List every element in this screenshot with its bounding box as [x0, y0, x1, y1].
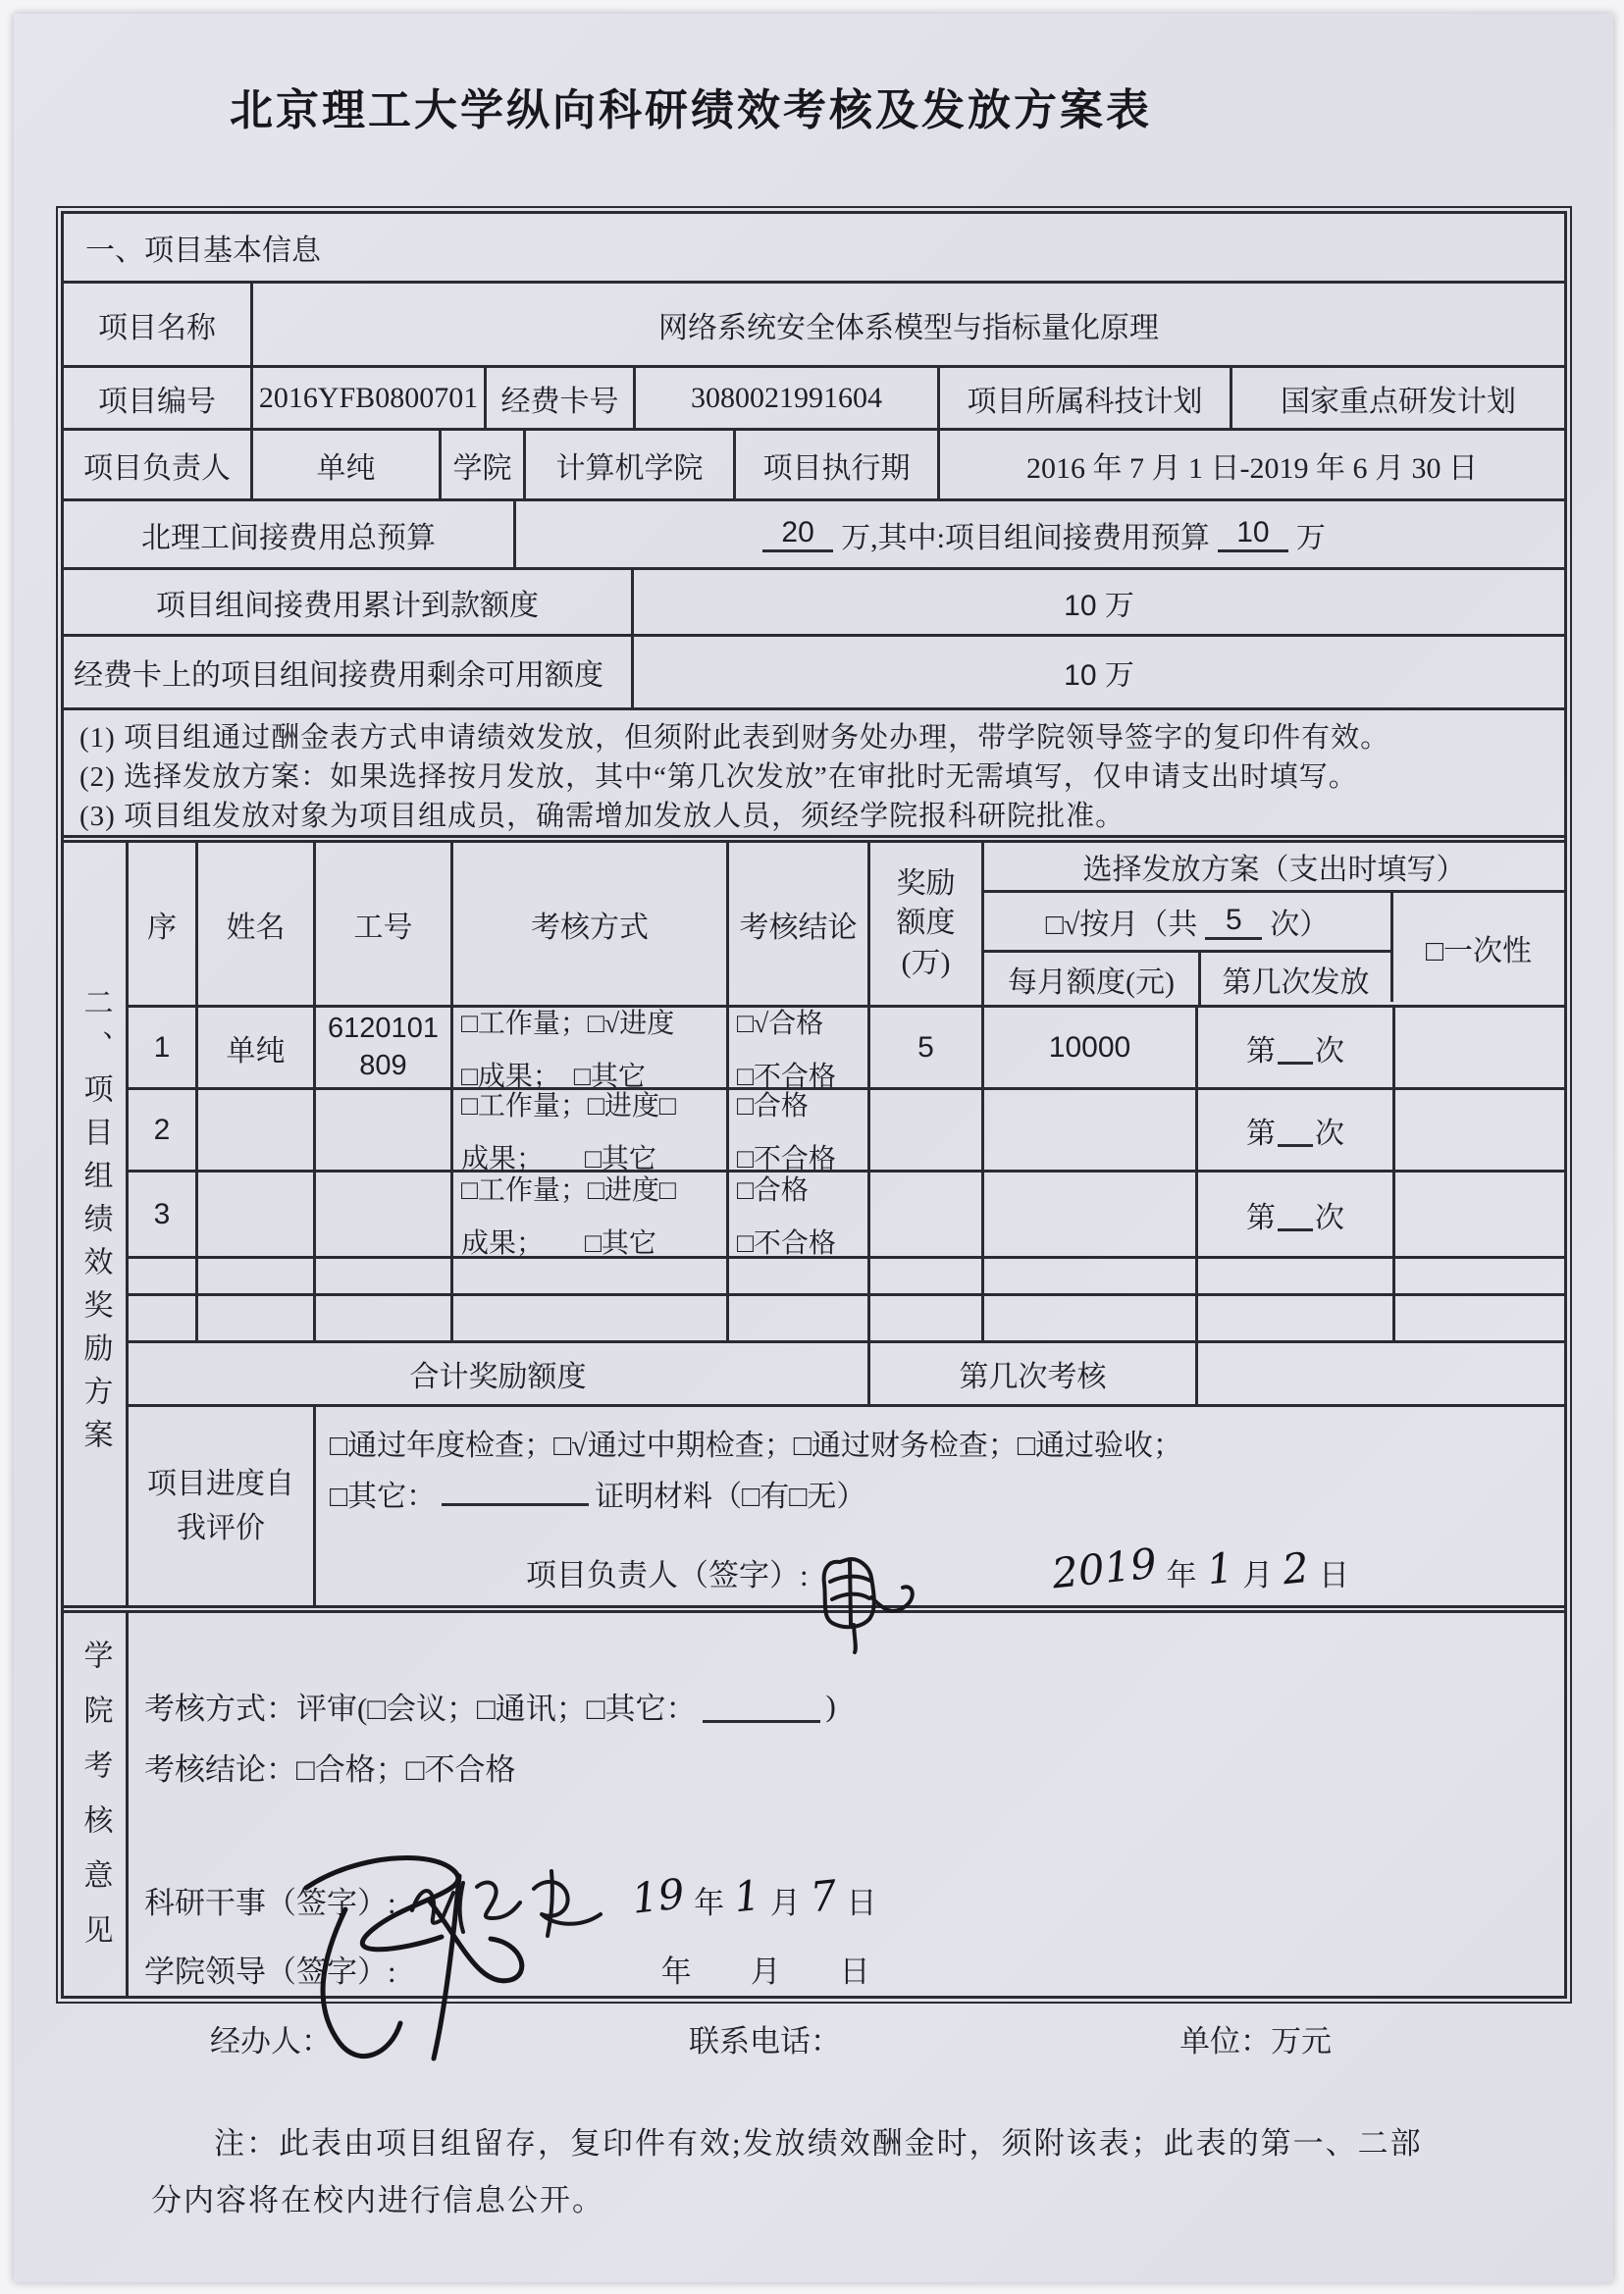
bottom-note: 注：此表由项目组留存，复印件有效;发放绩效酬金时，须附该表；此表的第一、二部分内容将在校内进行信息公开。	[151, 2126, 1423, 2217]
project-code-value: 2016YFB0800701	[250, 368, 484, 428]
section-performance-plan	[64, 835, 1564, 1605]
nth-blank	[1278, 1114, 1313, 1147]
review-other-blank	[703, 1690, 820, 1723]
row1-result-checkboxes: □√合格 □不合格	[726, 1008, 867, 1087]
progress-checkboxes: □通过年度检查；□√通过中期检查；□通过财务检查；□通过验收；	[330, 1430, 1182, 1462]
monthly-times: 5	[1205, 904, 1262, 940]
row3-name	[195, 1173, 313, 1256]
form-instructions	[64, 707, 1564, 835]
section-basic-info	[64, 214, 1564, 835]
progress-content	[313, 1407, 1564, 1605]
row1-nth-pay: 第 次	[1195, 1008, 1392, 1087]
row1-name: 单纯	[195, 1008, 313, 1087]
budget-total-amount: 20	[762, 516, 833, 552]
table-row-empty	[129, 1293, 1564, 1340]
remaining-value: 10 万	[631, 637, 1564, 707]
col-amount: 奖励 额度 (万)	[867, 843, 981, 1005]
row3-id	[313, 1173, 450, 1256]
row2-once	[1392, 1090, 1564, 1170]
section1-header: 一、项目基本信息	[85, 235, 321, 267]
instruction-3: (3) 项目组发放对象为项目组成员，确需增加发放人员，须经学院报科研院批准。	[79, 801, 1126, 832]
remaining-label: 经费卡上的项目组间接费用剩余可用额度	[74, 659, 603, 692]
row2-name	[195, 1090, 313, 1170]
period-label: 项目执行期	[733, 431, 937, 498]
clerk-sign-year: 19	[629, 1869, 687, 1923]
fund-card-value: 3080021991604	[633, 368, 937, 428]
phone-label: 联系电话：	[689, 2024, 841, 2059]
dean-signature-icon	[277, 1841, 551, 2076]
row1-once	[1392, 1008, 1564, 1087]
row3-method-checkboxes: □工作量；□进度□ 成果； □其它	[450, 1173, 726, 1256]
budget-total-value	[513, 501, 1564, 567]
row2-id	[313, 1090, 450, 1170]
row1-id: 6120101809	[313, 1008, 450, 1087]
nth-assess-label: 第几次考核	[867, 1343, 1195, 1404]
col-method: 考核方式	[450, 843, 726, 1005]
project-name-value: 网络系统安全体系模型与指标量化原理	[250, 284, 1564, 365]
once-option: □一次性	[1390, 893, 1564, 1002]
row1-method-checkboxes: □工作量；□√进度 □成果； □其它	[450, 1008, 726, 1087]
review-result-line: 考核结论：□合格；□不合格	[144, 1752, 516, 1787]
table-row	[129, 1170, 1564, 1259]
school-value: 计算机学院	[523, 431, 733, 498]
agent-label: 经办人：	[210, 2024, 332, 2059]
row3-monthly-amount	[981, 1173, 1195, 1256]
table-row	[129, 1087, 1564, 1174]
budget-unit-text: 万	[1295, 521, 1326, 554]
plan-header: 选择发放方案（支出时填写）	[1082, 854, 1466, 886]
arrived-value: 10 万	[631, 570, 1564, 634]
clerk-sign-month: 1	[731, 1870, 763, 1922]
col-id: 工号	[313, 843, 450, 1005]
col-monthly-amount: 每月额度(元)	[1008, 965, 1175, 999]
plan-header-block	[981, 843, 1564, 1005]
table-row-empty	[129, 1256, 1564, 1293]
row2-result-checkboxes: □合格 □不合格	[726, 1090, 867, 1170]
table-header	[129, 843, 1564, 1005]
progress-label: 项目进度自我评价	[147, 1468, 294, 1544]
col-name: 姓名	[195, 843, 313, 1005]
school-label: 学院	[439, 431, 523, 498]
clerk-sign-day: 7	[808, 1870, 840, 1922]
clerk-sign-line: 科研干事（签字）: 19 年 1 月 7 日	[144, 1876, 877, 1924]
total-label: 合计奖励额度	[409, 1361, 587, 1393]
leader-label: 项目负责人	[83, 451, 231, 485]
col-nth-pay: 第几次发放	[1198, 953, 1390, 1005]
section2-table	[126, 843, 1564, 1605]
review-method-line: 考核方式：评审(□会议；□通讯；□其它： )	[144, 1688, 836, 1726]
total-row	[129, 1340, 1564, 1404]
progress-row	[129, 1404, 1564, 1605]
section3-side-label: 学院考核意见	[79, 1640, 112, 1969]
project-code-label: 项目编号	[98, 385, 216, 418]
row1-amount: 5	[867, 1008, 981, 1087]
budget-mid-text: 万,其中:项目组间接费用预算	[841, 521, 1210, 554]
row2-nth-pay: 第 次	[1195, 1090, 1392, 1170]
row3-nth-pay: 第 次	[1195, 1173, 1392, 1256]
fund-card-label: 经费卡号	[484, 368, 633, 428]
leader-sign-month: 1	[1204, 1542, 1235, 1594]
leader-value: 单纯	[250, 431, 439, 498]
nth-assess-value	[1195, 1343, 1564, 1404]
nth-blank	[1278, 1198, 1313, 1231]
progress-other-line: □其它： 证明材料（□有□无）	[330, 1472, 1564, 1523]
budget-total-label: 北理工间接费用总预算	[141, 521, 436, 554]
budget-group-amount: 10	[1218, 516, 1288, 552]
section2-side-label: 二、项目组绩效奖励方案	[79, 986, 112, 1462]
row1-seq: 1	[153, 1030, 171, 1064]
row3-amount	[867, 1173, 981, 1256]
table-row	[129, 1005, 1564, 1092]
unit-label: 单位：万元	[1179, 2024, 1332, 2059]
row3-result-checkboxes: □合格 □不合格	[726, 1173, 867, 1256]
row2-method-checkboxes: □工作量；□进度□ 成果； □其它	[450, 1090, 726, 1170]
arrived-label: 项目组间接费用累计到款额度	[156, 589, 539, 622]
project-name-label: 项目名称	[98, 311, 216, 344]
form-title: 北京理工大学纵向科研绩效考核及发放方案表	[230, 86, 1152, 134]
row3-seq: 3	[153, 1197, 171, 1230]
row3-once	[1392, 1173, 1564, 1256]
scanned-form-paper	[14, 14, 1613, 2282]
nth-blank	[1278, 1031, 1313, 1065]
row2-monthly-amount	[981, 1090, 1195, 1170]
leader-sign-line: 项目负责人（签字）: 2019 年 1 月 2 日	[330, 1548, 1564, 1596]
leader-sign-year: 2019	[1049, 1538, 1159, 1598]
monthly-block	[984, 893, 1390, 1002]
row1-monthly-amount: 10000	[981, 1008, 1195, 1087]
program-label: 项目所属科技计划	[937, 368, 1230, 428]
row2-seq: 2	[153, 1113, 171, 1146]
leader-sign-label: 项目负责人（签字）:	[526, 1558, 809, 1592]
instruction-2: (2) 选择发放方案：如果选择按月发放，其中“第几次发放”在审批时无需填写，仅申请支出时填写。	[79, 761, 1358, 793]
clerk-sign-label: 科研干事（签字）:	[144, 1886, 396, 1920]
program-value: 国家重点研发计划	[1230, 368, 1564, 428]
dean-sign-label: 学院领导（签字）:	[144, 1955, 396, 1989]
instruction-1: (1) 项目组通过酬金表方式申请绩效发放，但须附此表到财务处办理，带学院领导签字的复印件有效。	[79, 722, 1390, 754]
leader-sign-day: 2	[1280, 1542, 1312, 1594]
col-seq: 序	[147, 911, 177, 944]
other-blank	[442, 1473, 589, 1506]
form-frame	[61, 211, 1567, 1999]
period-value: 2016 年 7 月 1 日-2019 年 6 月 30 日	[937, 431, 1564, 498]
row2-amount	[867, 1090, 981, 1170]
monthly-option: □√按月（共 5 次）	[1045, 903, 1330, 941]
col-result: 考核结论	[726, 843, 867, 1005]
dean-sign-line: 学院领导（签字）: 年 月 日	[144, 1947, 870, 1991]
